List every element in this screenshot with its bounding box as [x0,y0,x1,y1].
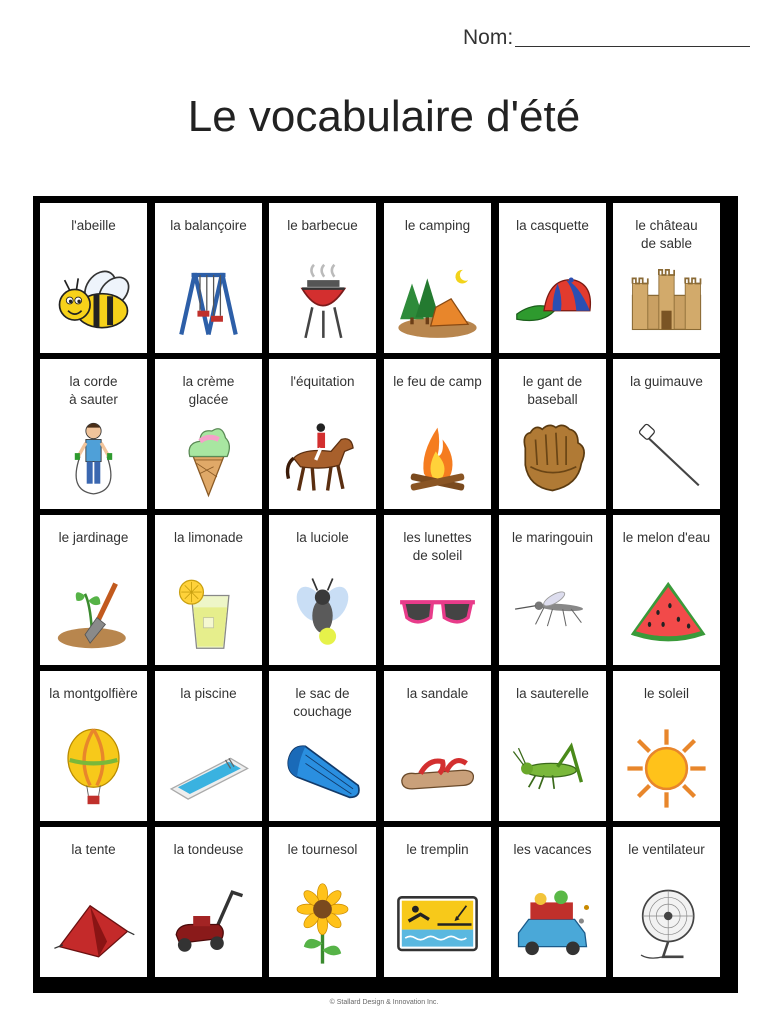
vocab-card [384,515,491,665]
page-title: Le vocabulaire d'été [187,92,581,141]
vocab-card [269,515,376,665]
swing-set-icon [166,258,251,343]
firefly-icon [280,570,365,655]
barbecue-grill-icon [280,258,365,343]
lemonade-glass-icon [166,570,251,655]
sunflower-icon [280,882,365,967]
vocab-card [155,359,262,509]
vocab-card [384,359,491,509]
tent-icon [51,882,136,967]
vocab-card-label: le barbecue [287,218,358,233]
mosquito-icon [510,570,595,655]
vocab-card [269,827,376,977]
ice-cream-cone-icon [166,414,251,499]
vocab-card [384,827,491,977]
vocab-card [499,827,606,977]
vocab-card-label: la montgolfière [49,686,138,701]
watermelon-icon [624,570,709,655]
vocab-card-label: le château de sable [635,218,698,251]
vocab-card [613,827,720,977]
campsite-icon [395,258,480,343]
sunglasses-icon [395,570,480,655]
vocab-card [155,203,262,353]
vocab-card-label: le ventilateur [628,842,705,857]
vocab-card-label: le jardinage [58,530,129,545]
vocab-card-label: le gant de baseball [522,374,583,407]
vocab-card-label: la balançoire [170,218,247,233]
vocab-card [384,671,491,821]
vocab-card-label: le feu de camp [393,374,482,389]
name-label: Nom: [463,26,514,49]
vocab-card-label: le soleil [643,686,690,701]
vocab-card-label: le melon d'eau [622,530,711,545]
campfire-icon [395,414,480,499]
vocab-card-label: la piscine [180,686,237,701]
vocab-card [269,203,376,353]
lawn-mower-icon [166,882,251,967]
vocab-card [269,671,376,821]
marshmallow-stick-icon [624,414,709,499]
vocab-card-label: la crème glacée [182,374,235,407]
vacation-car-icon [510,882,595,967]
vocab-card-label: le tremplin [406,842,469,857]
horse-rider-icon [280,414,365,499]
vocab-card-label: le maringouin [511,530,594,545]
bee-icon [51,258,136,343]
vocab-card-label: la guimauve [630,374,703,389]
vocab-card [40,515,147,665]
cap-icon [510,258,595,343]
vocab-card-label: le tournesol [287,842,358,857]
vocab-card-label: la tondeuse [173,842,244,857]
sun-icon [624,726,709,811]
vocab-card [613,671,720,821]
grasshopper-icon [510,726,595,811]
vocab-card-label: la sauterelle [516,686,589,701]
vocab-card-label: la corde à sauter [69,374,118,407]
vocab-card-label: l'abeille [71,218,116,233]
electric-fan-icon [624,882,709,967]
vocab-card [155,515,262,665]
vocab-card [155,827,262,977]
vocab-card-label: les vacances [513,842,592,857]
vocab-card [384,203,491,353]
vocab-card [613,359,720,509]
vocab-card [269,359,376,509]
diving-board-icon [395,882,480,967]
jump-rope-icon [51,414,136,499]
vocab-card [40,359,147,509]
vocabulary-grid [33,196,738,993]
sleeping-bag-icon [280,726,365,811]
vocab-card-label: l'équitation [290,374,355,389]
vocab-card-label: les lunettes de soleil [403,530,472,563]
vocab-card-label: le sac de couchage [293,686,352,719]
vocab-card [499,515,606,665]
vocab-card [155,671,262,821]
vocab-card-label: la tente [71,842,116,857]
vocab-card [40,827,147,977]
gardening-icon [51,570,136,655]
vocab-card-label: la sandale [406,686,469,701]
footer-copyright: © Stallard Design & Innovation Inc. [329,999,439,1006]
name-line[interactable] [515,46,750,47]
swimming-pool-icon [166,726,251,811]
vocab-card [40,203,147,353]
vocab-card-label: la luciole [296,530,349,545]
vocab-card [499,359,606,509]
vocab-card-label: la casquette [516,218,589,233]
vocab-card [613,203,720,353]
vocab-card [499,203,606,353]
hot-air-balloon-icon [51,726,136,811]
vocab-card [40,671,147,821]
vocab-card [499,671,606,821]
vocab-card-label: la limonade [173,530,244,545]
vocab-card-label: le camping [404,218,471,233]
sandcastle-icon [624,258,709,343]
sandal-icon [395,726,480,811]
vocab-card [613,515,720,665]
baseball-glove-icon [510,414,595,499]
